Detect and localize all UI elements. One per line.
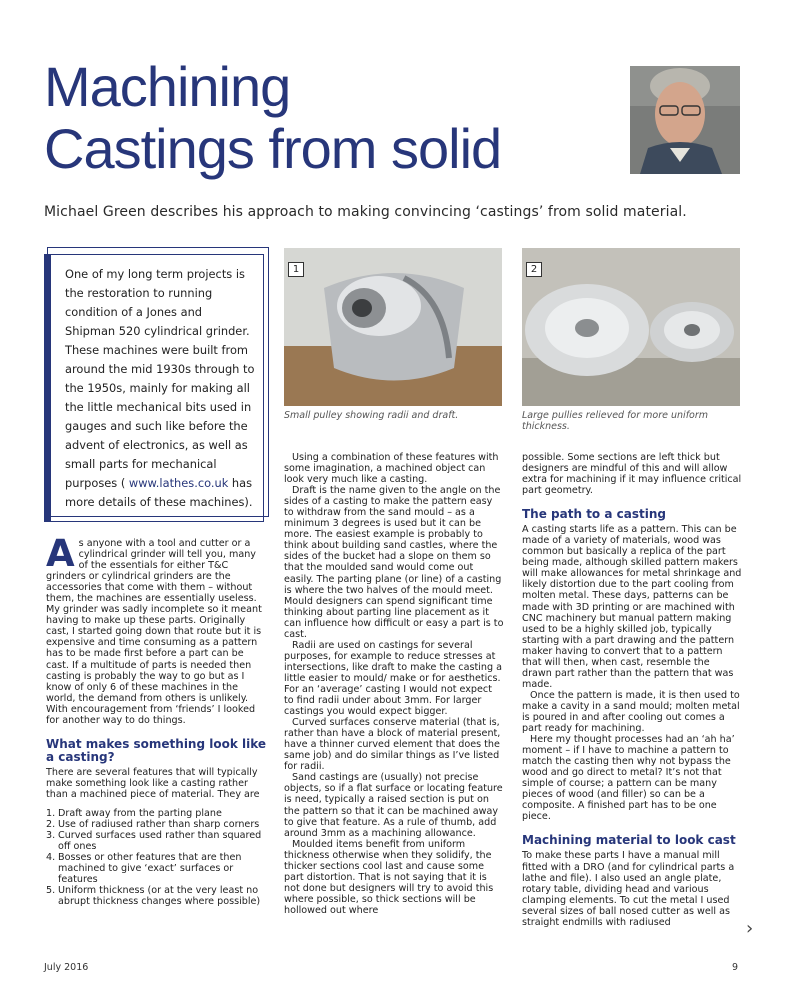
standfirst: Michael Green describes his approach to making convincing ‘castings’ from solid material. [44, 204, 687, 220]
drop-cap: A [46, 532, 75, 575]
headline-line-2: Castings from solid [44, 117, 502, 180]
photo-1-number: 1 [288, 262, 304, 277]
column-3 [522, 452, 742, 928]
column-2 [284, 452, 504, 916]
col1-para-1: s anyone with a tool and cutter or a cylindrical grinder will tell you, many of the essentials for either T&C grinders or cylindrical grinders are the accessories that come with them – without them, the machines are essentially useless. My grinder was sadly incomplete so it meant having to make up these parts. Originally cast, I started going down that route but it is expensive and time consuming as a pattern has to be made first before a part can be cast. If a multitude of parts is needed then casting is probably the way to go but as I know of only 6 of these machines in the world, the demand from others is unlikely. With encouragement from ‘friends’ I looked for another way to do things. [46, 538, 262, 726]
list-item: 5. Uniform thickness (or at the very least no abrupt thickness changes where possible) [46, 885, 261, 908]
opening-paragraph [46, 532, 268, 726]
col2-para-1: Using a combination of these features with some imagination, a machined object can look very much like a casting. [284, 452, 499, 486]
column-1 [46, 532, 268, 908]
col1-para-2: There are several features that will typically make something look like a casting rather than a machined piece of material. They are [46, 766, 260, 800]
lathes-link[interactable]: www.lathes.co.uk [128, 476, 229, 490]
col3-para-1: possible. Some sections are left thick but designers are mindful of this and will allow extra for machining if it may influence critical part geometry. [522, 452, 742, 497]
list-item: 2. Use of radiused rather than sharp corners [46, 818, 260, 830]
list-item: 3. Curved surfaces used rather than squared off ones [46, 830, 262, 853]
author-photo [630, 66, 740, 174]
col2-para-4: Curved surfaces conserve material (that is, rather than have a block of material present, have a thinner curved element that does the same job) and do similar things as I’ve listed for radii. [284, 717, 501, 773]
heading-machining-material: Machining material to look cast [522, 833, 736, 848]
small-pulley-image [284, 248, 502, 406]
col3-para-2: A casting starts life as a pattern. This can be made of a variety of materials, wood was common but basically a replica of the part being made, although skilled pattern makers will make allowances for metal shrinkage and likely distortion due to the part cooling from molten metal. These days, patterns can be made with 3D printing or are machined with CNC machinery but manual pattern making used to be a highly skilled job, typically starting with a part drawing and the pattern maker having to convert that to a pattern that will then, when cast, resemble the drawn part rather than the pattern that was made. [522, 524, 742, 690]
intro-box [44, 254, 264, 522]
list-item: 1. Draft away from the parting plane [46, 807, 222, 819]
large-pullies-image [522, 248, 740, 406]
intro-text [65, 265, 255, 512]
col3-para-4: Here my thought processes had an ‘ah ha’ moment – if I have to machine a pattern to match the casting then why not bypass the wood and go direct to metal? It’s not that simple of course; a pattern can be many pieces of wood (and filler) so can be a composite. A finished part has to be one piece. [522, 734, 735, 823]
intro-text-main: One of my long term projects is the restoration to running condition of a Jones and Shipman 520 cylindrical grinder. These machines were built from around the mid 1930s through to the 1950s, mainly for making all the little mechanical bits used in gauges and such like before the advent of electronics, as well as small parts for mechanical purposes ( [65, 267, 255, 490]
author-portrait-image [630, 66, 740, 174]
photo-2-caption: Large pullies relieved for more uniform thickness. [522, 410, 709, 432]
photo-2-number: 2 [526, 262, 542, 277]
photo-1-caption: Small pulley showing radii and draft. [284, 410, 459, 421]
features-list [46, 808, 268, 907]
col3-para-5: To make these parts I have a manual mill fitted with a DRO (and for cylindrical parts a lathe and file). I also used an angle plate, rotary table, dividing head and various clamping elements. To cut the metal I used several sizes of ball nosed cutter as well as straight endmills with radiused [522, 850, 735, 928]
list-item: 4. Bosses or other features that are then machined to give ‘exact’ surfaces or features [46, 852, 242, 886]
col2-para-5: Sand castings are (usually) not precise objects, so if a flat surface or locating feature is need, typically a raised section is put on the pattern so that it can be machined away to give that feature. As a rule of thumb, add around 3mm as a machining allowance. [284, 772, 503, 839]
heading-path-to-casting: The path to a casting [522, 507, 666, 522]
col2-para-2: Draft is the name given to the angle on the sides of a casting to make the pattern easy to withdraw from the sand mould – as a minimum 3 degrees is used but it can be more. The easiest example is probably to think about building sand castles, where the sides of the bucket had a slope on them so that the moulded sand would come out easily. The parting plane (or line) of a casting is where the two halves of the mould meet. Mould designers can spend significant time thinking about parting line placement as it can influence how difficult or easy a part is to cast. [284, 485, 504, 640]
col3-para-3: Once the pattern is made, it is then used to make a cavity in a sand mould; molten metal is poured in and after cooling out comes a part ready for machining. [522, 689, 740, 735]
photo-large-pullies [522, 248, 740, 406]
headline-line-1: Machining [44, 55, 291, 118]
col2-para-3: Radii are used on castings for several purposes, for example to reduce stresses at intersections, like draft to make the casting a little easier to mould/ make or for aesthetics. For an ‘average’ casting I would not expect to find radii under about 3mm. For larger castings you would expect bigger. [284, 639, 502, 718]
heading-what-makes-casting: What makes something look like a casting? [46, 736, 267, 764]
intro-text-end: has more details of these machines). [65, 476, 253, 509]
next-page-arrow-icon[interactable]: › [746, 918, 754, 939]
photo-small-pulley [284, 248, 502, 406]
headline [44, 56, 604, 180]
col2-para-6: Moulded items benefit from uniform thickness otherwise when they solidify, the thicker sections cool last and cause some part distortion. That is not saying that it is not done but designers will try to avoid this where possible, so thick sections will be hollowed out where [284, 838, 494, 916]
page-number: 9 [732, 962, 739, 973]
footer-date: July 2016 [44, 962, 89, 973]
